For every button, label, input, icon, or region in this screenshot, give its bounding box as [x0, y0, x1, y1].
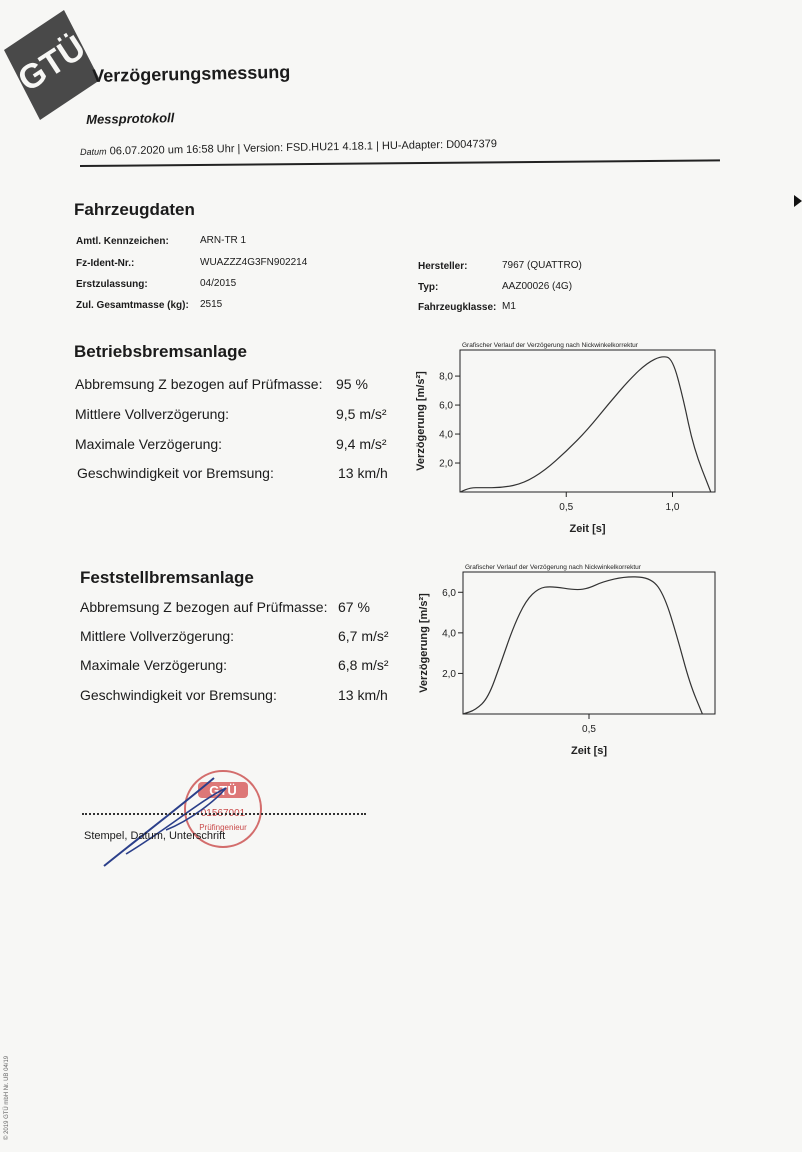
parking-row-value: 13 km/h: [338, 687, 388, 703]
y-axis-label: Verzögerung [m/s²]: [415, 371, 427, 471]
parking-row-label: Maximale Verzögerung:: [80, 657, 228, 673]
x-tick-label: 0,5: [559, 502, 574, 513]
signature-caption: Stempel, Datum, Unterschrift: [84, 830, 226, 842]
x-axis-label: Zeit [s]: [570, 745, 608, 757]
header-info-text: 06.07.2020 um 16:58 Uhr | Version: FSD.HU21 4.18.1 | HU-Adapter: D0047379: [109, 137, 498, 158]
parking-brake-chart: [408, 560, 728, 775]
parking-brake-heading: Feststellbremsanlage: [80, 568, 254, 587]
service-row-label: Abbremsung Z bezogen auf Prüfmasse:: [75, 376, 323, 392]
series-line: [460, 357, 711, 492]
service-row-label: Mittlere Vollverzögerung:: [75, 406, 230, 422]
parking-row-label: Mittlere Vollverzögerung:: [80, 628, 235, 644]
stamp-logo-text: GTÜ: [209, 783, 237, 798]
plot-frame: [463, 572, 715, 714]
y-tick-label: 6,0: [439, 400, 453, 412]
copyright-note: © 2019 GTÜ mbH Nr. UB 04/19: [4, 1055, 10, 1140]
x-axis-label: Zeit [s]: [569, 523, 606, 535]
service-row-value: 9,5 m/s²: [336, 406, 387, 422]
service-brake-chart-svg: [408, 336, 728, 546]
y-tick-label: 2,0: [442, 668, 456, 680]
service-brake-heading: Betriebsbremsanlage: [74, 342, 247, 361]
parking-row-value: 6,7 m/s²: [338, 628, 389, 644]
stamp-subtext: Prüfingenieur: [199, 823, 247, 832]
hersteller-value: 7967 (QUATTRO): [502, 260, 582, 271]
typ-label: Typ:: [418, 282, 439, 293]
date-label: Datum: [80, 146, 107, 157]
gesamtmasse-label: Zul. Gesamtmasse (kg):: [76, 300, 189, 311]
service-row-label: Geschwindigkeit vor Bremsung:: [77, 465, 274, 481]
service-row-label: Maximale Verzögerung:: [75, 436, 223, 452]
fzident-value: WUAZZZ4G3FN902214: [200, 257, 308, 268]
y-tick-label: 4,0: [439, 429, 453, 441]
plot-frame: [460, 350, 715, 492]
logo-text: GTÜ: [11, 28, 93, 100]
x-tick-label: 0,5: [582, 724, 596, 735]
y-tick-label: 4,0: [442, 628, 456, 640]
service-brake-chart: [408, 336, 728, 551]
fzident-label: Fz-Ident-Nr.:: [76, 258, 135, 269]
klasse-label: Fahrzeugklasse:: [418, 302, 497, 313]
signature-stroke: [96, 770, 286, 870]
stamp-number: 01567001: [200, 808, 246, 819]
x-tick-label: 1,0: [665, 502, 680, 513]
vehicle-heading: Fahrzeugdaten: [74, 200, 195, 219]
parking-row-value: 6,8 m/s²: [338, 657, 389, 673]
service-row-value: 13 km/h: [338, 465, 388, 481]
series-line: [463, 577, 702, 714]
erstzulassung-label: Erstzulassung:: [76, 279, 148, 290]
y-tick-label: 6,0: [442, 587, 456, 599]
typ-value: AAZ00026 (4G): [502, 281, 573, 292]
erstzulassung-value: 04/2015: [200, 278, 237, 289]
parking-row-value: 67 %: [338, 599, 370, 615]
hersteller-label: Hersteller:: [418, 261, 468, 272]
page-subtitle: Messprotokoll: [86, 110, 175, 127]
service-row-value: 95 %: [336, 376, 368, 392]
gesamtmasse-value: 2515: [200, 299, 223, 310]
parking-row-label: Geschwindigkeit vor Bremsung:: [80, 687, 277, 703]
service-row-value: 9,4 m/s²: [336, 436, 387, 452]
header-divider: [80, 159, 720, 167]
y-tick-label: 2,0: [439, 458, 453, 470]
klasse-value: M1: [502, 301, 516, 312]
signature-line: [82, 813, 366, 815]
chart-title: Grafischer Verlauf der Verzögerung nach Nickwinkelkorrektur: [462, 342, 638, 349]
page-edge-marker: [794, 195, 802, 207]
y-tick-label: 8,0: [439, 371, 453, 383]
parking-row-label: Abbremsung Z bezogen auf Prüfmasse:: [80, 599, 328, 615]
gtu-logo: [4, 10, 100, 120]
chart-title: Grafischer Verlauf der Verzögerung nach Nickwinkelkorrektur: [465, 564, 641, 571]
parking-brake-chart-svg: [408, 560, 728, 770]
page-title: Verzögerungsmessung: [92, 61, 291, 86]
header-info: [80, 138, 497, 158]
y-axis-label: Verzögerung [m/s²]: [418, 593, 430, 693]
kennzeichen-value: ARN-TR 1: [200, 235, 247, 246]
kennzeichen-label: Amtl. Kennzeichen:: [76, 236, 169, 247]
